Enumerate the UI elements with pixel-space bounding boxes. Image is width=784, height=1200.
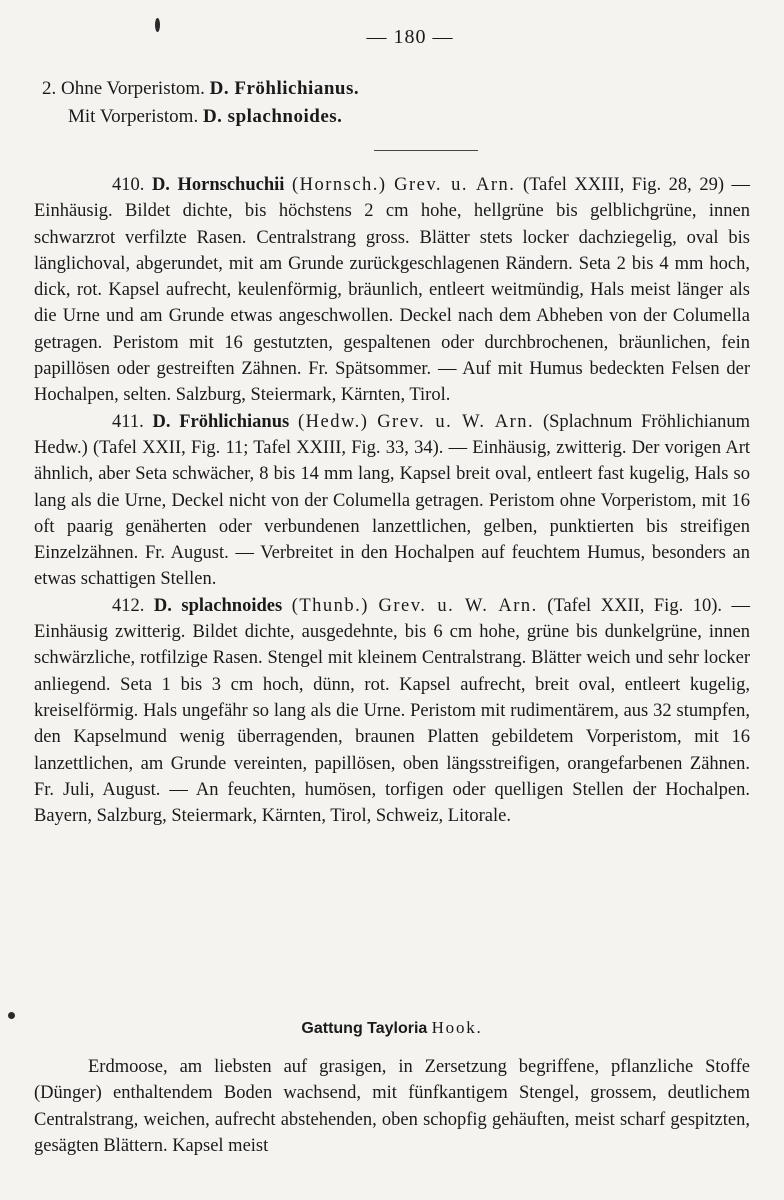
species-entry-412 bbox=[34, 593, 750, 830]
page-number: — 180 — bbox=[366, 26, 454, 48]
ink-speck-top bbox=[155, 18, 160, 32]
key-line-2 bbox=[68, 104, 342, 130]
author-name: Grev. u. W. Arn. bbox=[378, 595, 538, 616]
species-entries bbox=[34, 172, 750, 829]
section-divider bbox=[374, 150, 478, 151]
species-name: D. Hornschuchii bbox=[151, 175, 285, 195]
genus-label: Gattung Tayloria bbox=[301, 1020, 428, 1037]
genus-description bbox=[34, 1054, 750, 1159]
genus-description-text: Erdmoose, am liebsten auf grasigen, in Zersetzung begriffene, pflanzliche Stoffe (Dünger) enthaltendem Boden wachsend, mit fünfkantigem Stengel, grossem, deutlichem Centralstrang, weichen, aufrecht abstehenden, oben schopfig gehäuften, meist scharf gespitzten, gesägten Blättern. Kapsel meist bbox=[34, 1057, 750, 1156]
author-citation: (Thunb.) bbox=[291, 595, 369, 616]
author-name: Grev. u. W. Arn. bbox=[377, 411, 535, 432]
entry-text: (Splachnum Fröhlichianum Hedw.) (Tafel XXII, Fig. 11; Tafel XXIII, Fig. 33, 34). — Einhäusig, zwitterig. Der vorigen Art ähnlich, aber Seta schwächer, 8 bis 14 mm lang, Kapsel breit oval, entleert fast kugelig, Hals so lang als die Urne, Deckel nicht von der Columella getragen. Peristom ohne Vorperistom, mit 16 oft paarig genäherten oder verbundenen lanzettlichen, gelben, punktierten bis streifigen Einzelzähnen. Fr. August. — Verbreitet in den Hochalpen auf feuchtem Humus, besonders an etwas schattigen Stellen. bbox=[34, 411, 751, 590]
genus-author: Hook. bbox=[431, 1018, 483, 1037]
key-line-1-species: D. Fröhlichianus. bbox=[209, 78, 360, 99]
genus-heading bbox=[34, 1018, 750, 1038]
entry-text: (Tafel XXII, Fig. 10). — Einhäusig zwitterig. Bildet dichte, ausgedehnte, bis 6 cm hohe, grüne bis dunkelgrüne, innen schwärzliche, rotfilzige Rasen. Stengel mit kleinem Centralstrang. Blätter weich und sehr locker anliegend. Seta 1 bis 3 cm hoch, dünn, rot. Kapsel aufrecht, breit oval, entleert kugelig, kreiselförmig. Hals ungefähr so lang als die Urne. Peristom mit rudimentärem, aus 32 stumpfen, den Kapselmund wenig überragenden, braunen Platten gebildetem Vorperistom, mit 16 lanzettlichen, am Grunde vereinten, papillösen, oben längsstreifigen, orangefarbenen Zähnen. Fr. Juli, August. — An feuchten, humösen, torfigen oder quelligen Stellen der Hochalpen. Bayern, Salzburg, Steiermark, Kärnten, Tirol, Schweiz, Litorale. bbox=[34, 595, 751, 827]
species-name: D. splachnoides bbox=[153, 595, 283, 616]
species-entry-411 bbox=[34, 409, 750, 593]
species-entry-410 bbox=[34, 172, 750, 409]
author-name: Grev. u. Arn. bbox=[394, 175, 516, 195]
key-line-2-prefix: Mit Vorperistom. bbox=[68, 106, 199, 127]
key-line-2-species: D. splachnoides. bbox=[202, 106, 343, 127]
key-line-1 bbox=[42, 76, 359, 102]
entry-text: (Tafel XXIII, Fig. 28, 29) — Einhäusig. Bildet dichte, bis höchstens 2 cm hohe, hellgrüne bis gelblichgrüne, innen schwarzrot verfilzte Rasen. Centralstrang gross. Blätter stets locker dachziegelig, oval bis länglichoval, abgerundet, mit am Grunde zurückgeschlagenen Rändern. Seta 2 bis 4 mm hoch, dick, rot. Kapsel aufrecht, keulenförmig, bräunlich, entleert weitmündig, Hals meist länger als die Urne und am Grunde etwas angeschwollen. Deckel nach dem Abheben von der Columella getragen. Peristom mit 16 gestutzten, gespaltenen oder durchbrochenen, bräunlichen, fein papillösen oder gestreiften Zähnen. Fr. Spätsommer. — Auf mit Humus bedeckten Felsen der Hochalpen, selten. Salzburg, Steiermark, Kärnten, Tirol. bbox=[34, 175, 751, 406]
entry-number: 411. bbox=[112, 411, 144, 432]
species-name: D. Fröhlichianus bbox=[152, 411, 290, 432]
author-citation: (Hedw.) bbox=[297, 411, 369, 432]
entry-number: 412. bbox=[112, 595, 145, 616]
entry-number: 410. bbox=[112, 175, 145, 195]
author-citation: (Hornsch.) bbox=[291, 175, 387, 195]
ink-speck-left bbox=[8, 1012, 15, 1019]
key-line-1-prefix: 2. Ohne Vorperistom. bbox=[42, 78, 205, 99]
